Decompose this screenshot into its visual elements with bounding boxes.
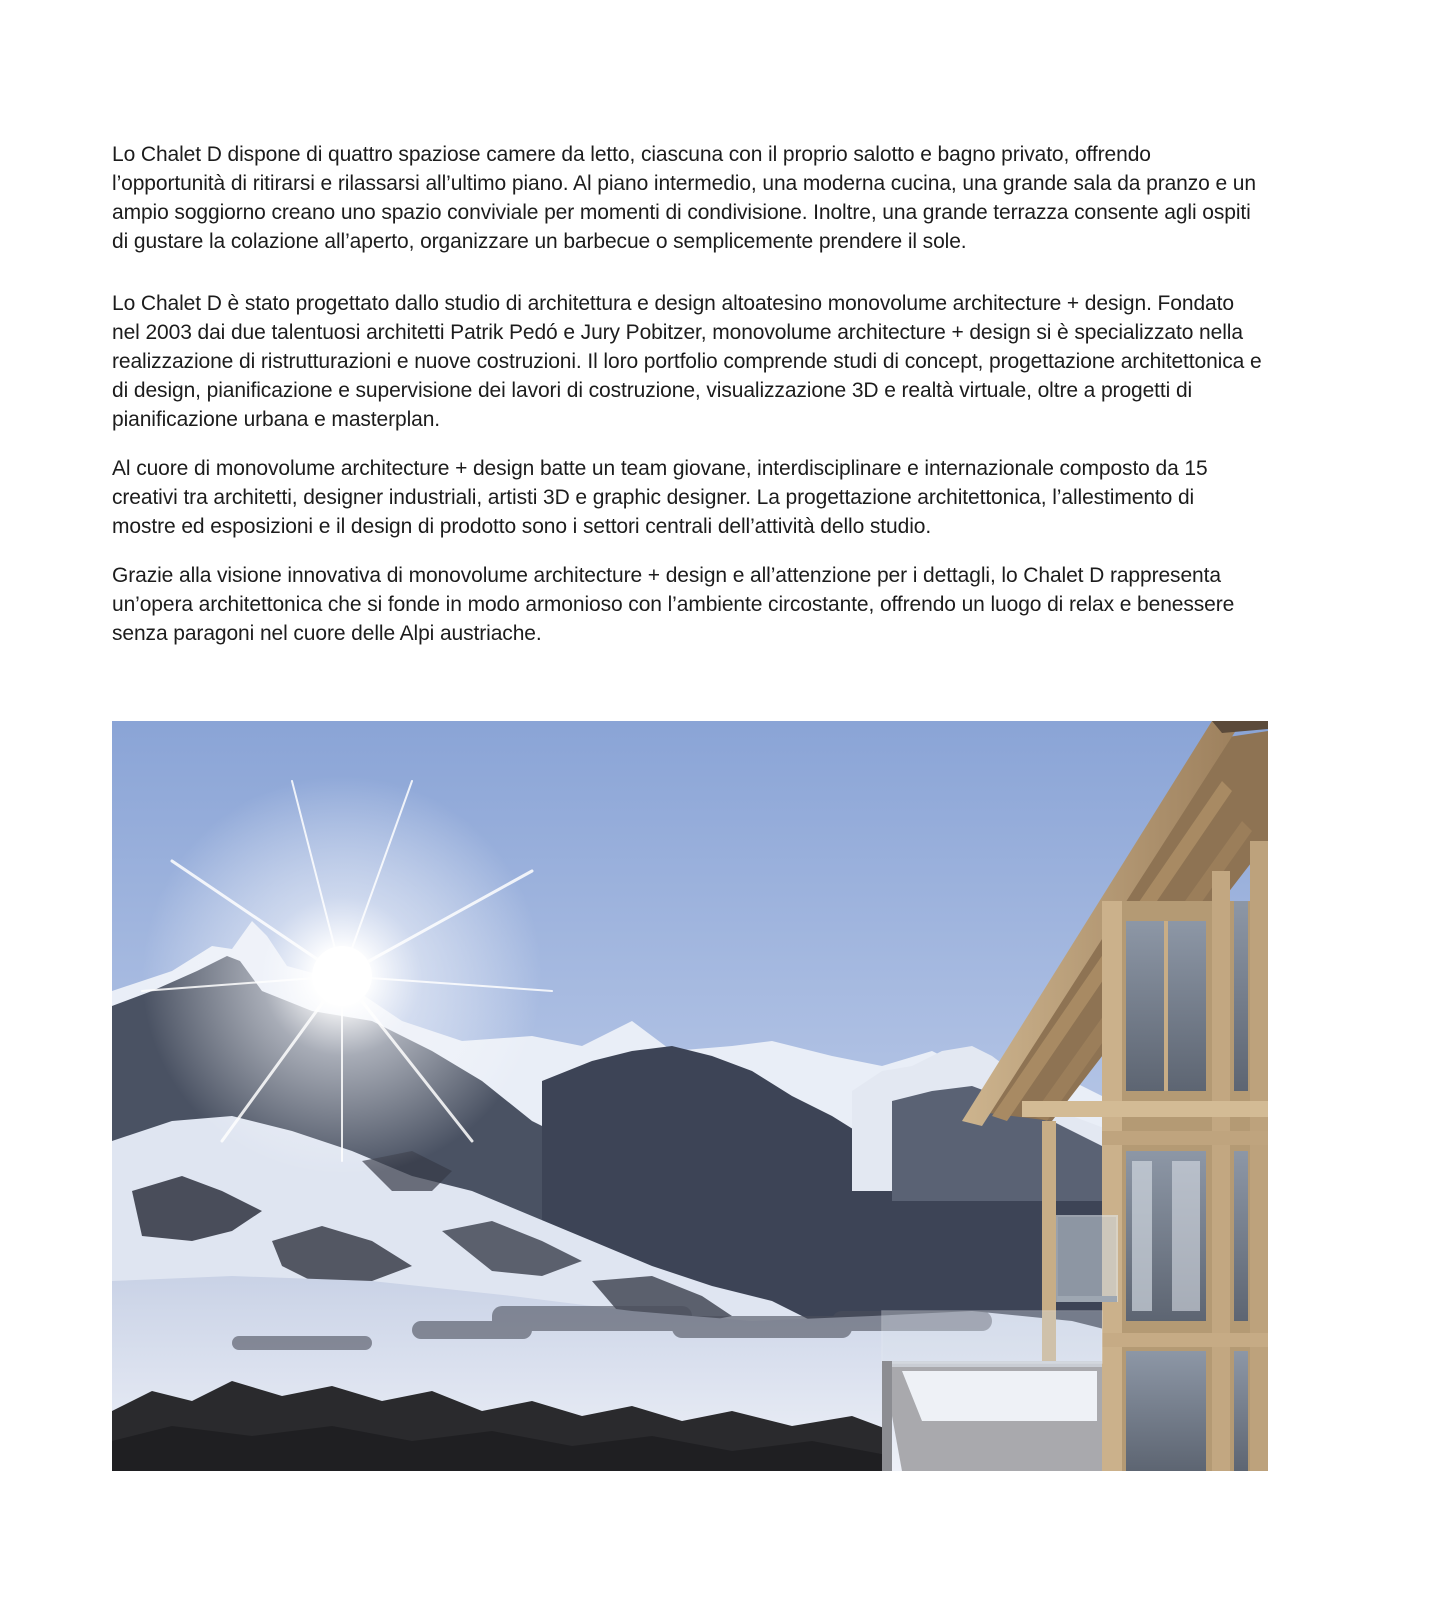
article-body xyxy=(112,140,1262,648)
paragraph-team: Al cuore di monovolume architecture + design batte un team giovane, interdisciplinare e internazionale composto da 15 creativi tra architetti, designer industriali, artisti 3D e graphic designer. La progettazione architettonica, l’allestimento di mostre ed esposizioni e il design di prodotto sono i settori centrali dell’attività dello studio. xyxy=(112,457,1208,538)
paragraph-vision: Grazie alla visione innovativa di monovolume architecture + design e all’attenzione per i dettagli, lo Chalet D rappresenta un’opera architettonica che si fonde in modo armonioso con l’ambiente circostante, offrendo un luogo di relax e benessere senza paragoni nel cuore delle Alpi austriache. xyxy=(112,564,1235,645)
paragraph-rooms: Lo Chalet D dispone di quattro spaziose camere da letto, ciascuna con il proprio salotto e bagno privato, offrendo l’opportunità di ritirarsi e rilassarsi all’ultimo piano. Al piano intermedio, una moderna cucina, una grande sala da pranzo e un ampio soggiorno creano uno spazio conviviale per momenti di condivisione. Inoltre, una grande terrazza consente agli ospiti di gustare la colazione all’aperto, organizzare un barbecue o semplicemente prendere il sole. xyxy=(112,143,1256,253)
paragraph-architects: Lo Chalet D è stato progettato dallo studio di architettura e design altoatesino monovolume architecture + design. Fondato nel 2003 dai due talentuosi architetti Patrik Pedó e Jury Pobitzer, monovolume architecture + design si è specializzato nella realizzazione di ristrutturazioni e nuove costruzioni. Il loro portfolio comprende studi di concept, progettazione architettonica e di design, pianificazione e supervisione dei lavori di costruzione, visualizzazione 3D e realtà virtuale, oltre a progetti di pianificazione urbana e masterplan. xyxy=(112,292,1262,431)
photo-illustration xyxy=(112,721,1268,1471)
chalet-mountain-photo xyxy=(112,721,1268,1471)
